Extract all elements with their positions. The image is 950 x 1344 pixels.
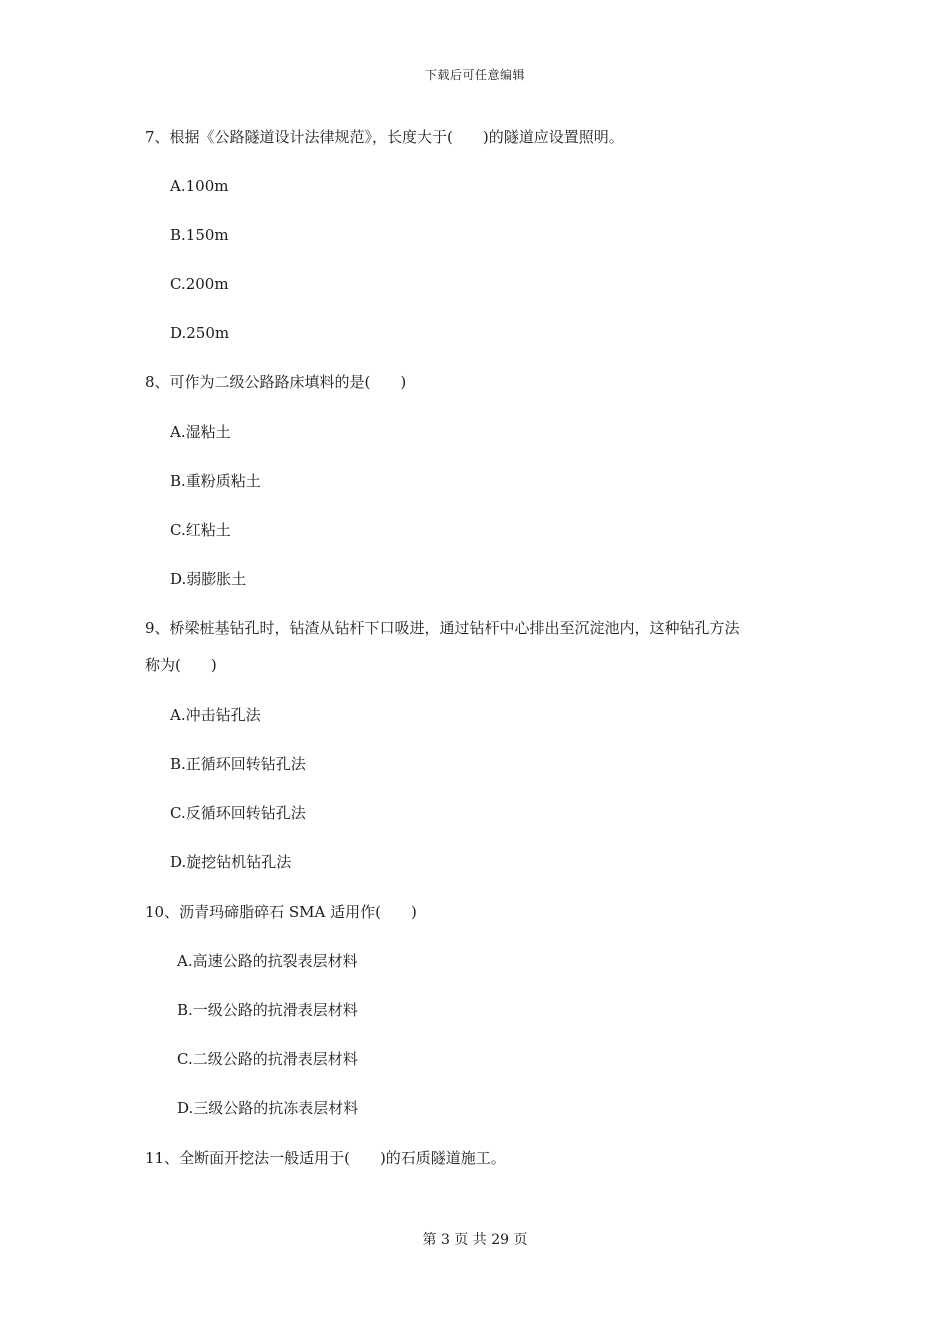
question-8-stem: 8、可作为二级公路路床填料的是( ): [145, 373, 407, 391]
question-10-option-c: C.二级公路的抗滑表层材料: [177, 1050, 358, 1068]
page-footer: 第 3 页 共 29 页: [422, 1232, 528, 1248]
question-10-option-a: A.高速公路的抗裂表层材料: [177, 952, 358, 970]
question-9-stem: 9、桥梁桩基钻孔时，钻渣从钻杆下口吸进，通过钻杆中心排出至沉淀池内，这种钻孔方法: [145, 619, 740, 637]
question-7-option-a: A.100m: [170, 177, 229, 195]
question-7-stem: 7、根据《公路隧道设计法律规范》，长度大于( )的隧道应设置照明。: [145, 128, 624, 146]
question-9-option-a: A.冲击钻孔法: [170, 706, 261, 724]
question-10-option-b: B.一级公路的抗滑表层材料: [177, 1001, 358, 1019]
question-9-option-d: D.旋挖钻机钻孔法: [170, 853, 292, 871]
question-11-stem: 11、全断面开挖法一般适用于( )的石质隧道施工。: [145, 1149, 506, 1167]
question-9-stem-continued: 称为( ): [145, 656, 217, 674]
question-8-option-c: C.红粘土: [170, 521, 231, 539]
question-9-option-c: C.反循环回转钻孔法: [170, 804, 306, 822]
question-8-option-a: A.湿粘土: [170, 423, 231, 441]
page-header: 下载后可任意编辑: [424, 68, 525, 82]
question-9-option-b: B.正循环回转钻孔法: [170, 755, 306, 773]
question-8-option-b: B.重粉质粘土: [170, 472, 261, 490]
question-8-option-d: D.弱膨胀土: [170, 570, 247, 588]
question-10-option-d: D.三级公路的抗冻表层材料: [177, 1099, 359, 1117]
question-7-option-d: D.250m: [170, 324, 230, 342]
question-10-stem: 10、沥青玛碲脂碎石 SMA 适用作( ): [145, 903, 417, 921]
question-7-option-b: B.150m: [170, 226, 229, 244]
question-7-option-c: C.200m: [170, 275, 229, 293]
